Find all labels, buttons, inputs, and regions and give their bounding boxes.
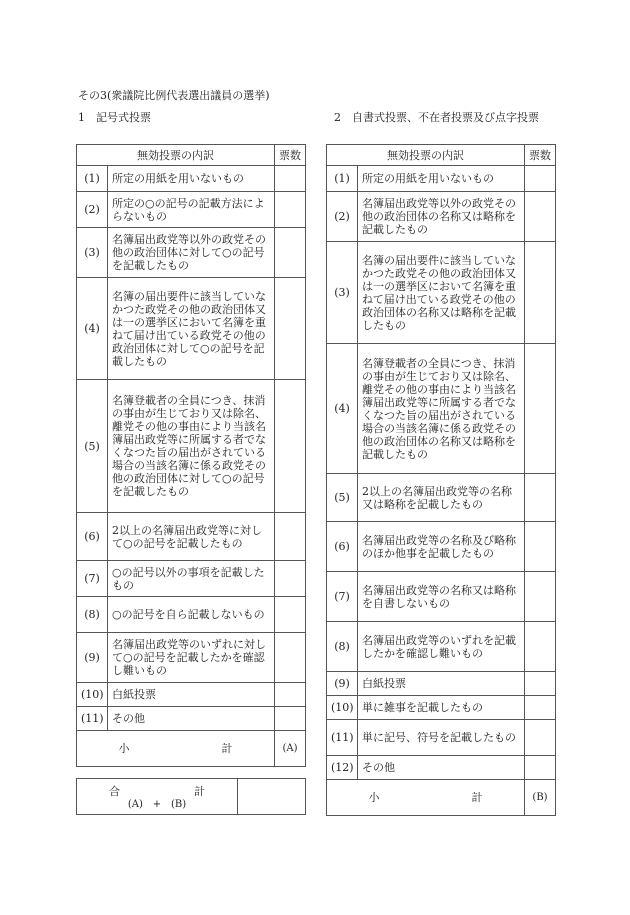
row-reason: 名簿届出政党等のいずれを記載したかを確認し難いもの	[358, 622, 525, 672]
row-number: (7)	[77, 561, 108, 597]
section-heading-written-voting: 2 自書式投票、不在者投票及び点字投票	[334, 111, 539, 124]
row-number: (4)	[327, 344, 358, 474]
vote-count-cell[interactable]	[275, 561, 306, 597]
row-reason: 単に雑事を記載したもの	[358, 696, 525, 720]
row-number: (6)	[327, 522, 358, 572]
row-number: (5)	[327, 474, 358, 522]
row-number: (2)	[77, 192, 108, 228]
row-reason: その他	[108, 707, 275, 731]
row-reason: 名簿届出政党等の名称及び略称のほか他事を記載したもの	[358, 522, 525, 572]
grand-total-formula-plus: +	[152, 798, 162, 810]
row-reason: 名簿の届出要件に該当していなかつた政党その他の政治団体又は一の選挙区において名簿を重ねて届け出ている政党その他の政治団体に対して○の記号を記載したもの	[108, 278, 275, 380]
vote-count-cell[interactable]	[525, 522, 556, 572]
header-breakdown: 無効投票の内訳	[327, 145, 525, 166]
page-title: その3(衆議院比例代表選出議員の選挙)	[78, 89, 270, 102]
vote-count-cell[interactable]	[525, 166, 556, 192]
grand-total-formula-a: (A)	[127, 798, 143, 810]
grand-total-table	[76, 778, 306, 815]
subtotal-a-cell[interactable]	[275, 731, 306, 767]
vote-count-cell[interactable]	[275, 228, 306, 278]
grand-total-label	[77, 779, 238, 815]
row-number: (8)	[77, 597, 108, 633]
row-number: (4)	[77, 278, 108, 380]
vote-count-cell[interactable]	[525, 672, 556, 696]
vote-count-cell[interactable]	[275, 683, 306, 707]
vote-count-cell[interactable]	[525, 192, 556, 242]
vote-count-cell[interactable]	[525, 242, 556, 344]
grand-total-formula-b: (B)	[170, 798, 187, 810]
row-number: (3)	[77, 228, 108, 278]
row-reason: その他	[358, 756, 525, 780]
subtotal-label-left: 小	[368, 791, 380, 804]
row-number: (12)	[327, 756, 358, 780]
row-number: (6)	[77, 513, 108, 561]
row-reason: 白紙投票	[108, 683, 275, 707]
vote-count-cell[interactable]	[275, 380, 306, 513]
grand-total-label-right: 計	[194, 784, 205, 798]
vote-count-cell[interactable]	[275, 192, 306, 228]
vote-count-cell[interactable]	[525, 756, 556, 780]
row-number: (7)	[327, 572, 358, 622]
row-number: (9)	[327, 672, 358, 696]
row-reason: 2以上の名簿届出政党等に対して○の記号を記載したもの	[108, 513, 275, 561]
vote-count-cell[interactable]	[275, 166, 306, 192]
subtotal-label	[77, 731, 275, 767]
subtotal-label-right: 計	[471, 791, 483, 804]
row-number: (9)	[77, 633, 108, 683]
row-number: (5)	[77, 380, 108, 513]
vote-count-cell[interactable]	[525, 622, 556, 672]
invalid-votes-table-written	[326, 144, 556, 816]
row-number: (11)	[327, 720, 358, 756]
vote-count-cell[interactable]	[525, 572, 556, 622]
row-number: (1)	[327, 166, 358, 192]
row-reason: 所定の用紙を用いないもの	[108, 166, 275, 192]
row-reason: 名簿登載者の全員につき、抹消の事由が生じており又は除名、離党その他の事由により当該名簿届出政党等に所属する者でなくなつた旨の届出がされている場合の当該名簿に係る政党その他の政治団体に対して○の記号を記載したもの	[108, 380, 275, 513]
row-number: (2)	[327, 192, 358, 242]
row-reason: 名簿届出政党等以外の政党その他の政治団体に対して○の記号を記載したもの	[108, 228, 275, 278]
grand-total-label-left: 合	[109, 784, 120, 798]
vote-count-cell[interactable]	[275, 707, 306, 731]
vote-count-cell[interactable]	[275, 597, 306, 633]
grand-total-value-cell[interactable]	[238, 779, 306, 815]
subtotal-b-mark: (B)	[532, 792, 548, 803]
subtotal-b-cell[interactable]	[525, 780, 556, 816]
vote-count-cell[interactable]	[275, 278, 306, 380]
header-vote-count: 票数	[525, 145, 556, 166]
row-number: (3)	[327, 242, 358, 344]
row-number: (11)	[77, 707, 108, 731]
row-reason: ○の記号を自ら記載しないもの	[108, 597, 275, 633]
row-number: (10)	[77, 683, 108, 707]
row-reason: 2以上の名簿届出政党等の名称又は略称を記載したもの	[358, 474, 525, 522]
row-number: (10)	[327, 696, 358, 720]
row-reason: 名簿届出政党等のいずれに対して○の記号を記載したかを確認し難いもの	[108, 633, 275, 683]
header-vote-count: 票数	[275, 145, 306, 166]
row-reason: 名簿登載者の全員につき、抹消の事由が生じており又は除名、離党その他の事由により当該名簿届出政党等に所属する者でなくなつた旨の届出がされている場合の当該名簿に係る政党その他の政治団体の名称又は略称を記載したもの	[358, 344, 525, 474]
row-number: (1)	[77, 166, 108, 192]
subtotal-label	[327, 780, 525, 816]
vote-count-cell[interactable]	[525, 720, 556, 756]
row-reason: 単に記号、符号を記載したもの	[358, 720, 525, 756]
subtotal-label-right: 計	[221, 742, 233, 755]
vote-count-cell[interactable]	[525, 344, 556, 474]
invalid-votes-table-symbol	[76, 144, 306, 767]
row-reason: 所定の用紙を用いないもの	[358, 166, 525, 192]
section-heading-symbol-voting: 1 記号式投票	[78, 111, 151, 124]
row-reason: 名簿届出政党等の名称又は略称を自書しないもの	[358, 572, 525, 622]
subtotal-a-mark: (A)	[282, 743, 298, 754]
row-reason: ○の記号以外の事項を記載したもの	[108, 561, 275, 597]
row-reason: 名簿の届出要件に該当していなかつた政党その他の政治団体又は一の選挙区において名簿を重ねて届け出ている政党その他の政治団体の名称又は略称を記載したもの	[358, 242, 525, 344]
vote-count-cell[interactable]	[525, 696, 556, 720]
row-reason: 白紙投票	[358, 672, 525, 696]
row-reason: 名簿届出政党等以外の政党その他の政治団体の名称又は略称を記載したもの	[358, 192, 525, 242]
vote-count-cell[interactable]	[525, 474, 556, 522]
header-breakdown: 無効投票の内訳	[77, 145, 275, 166]
vote-count-cell[interactable]	[275, 633, 306, 683]
row-number: (8)	[327, 622, 358, 672]
subtotal-label-left: 小	[118, 742, 130, 755]
row-reason: 所定の○の記号の記載方法によらないもの	[108, 192, 275, 228]
vote-count-cell[interactable]	[275, 513, 306, 561]
